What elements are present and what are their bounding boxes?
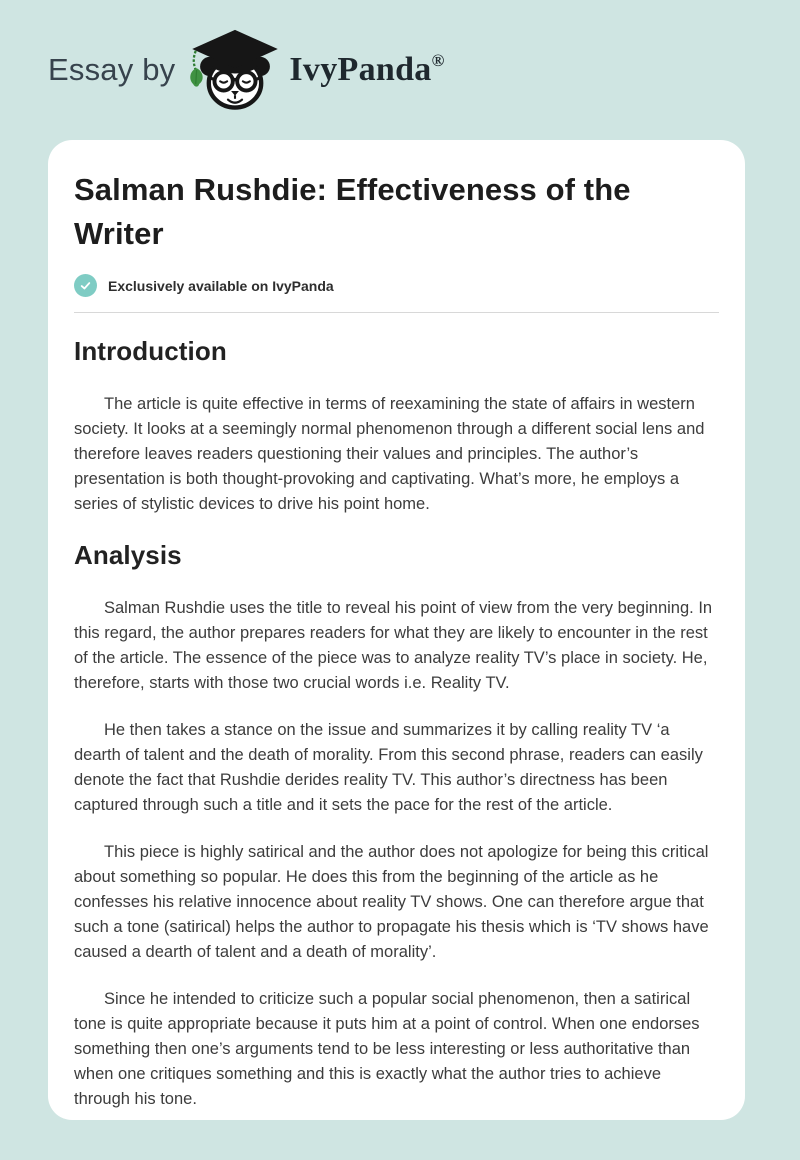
paragraph: He then takes a stance on the issue and summarizes it by calling reality TV ‘a dearth of talent and the death of morality. From this second phrase, readers can easily denote the fact that Rushdie derides reality TV. This author’s directness has been captured through such a title and it sets the pace for the rest of the article. [74,721,703,814]
paragraph: Since he intended to criticize such a popular social phenomenon, then a satirical tone is quite appropriate because it puts him at a point of control. When one endorses something then one’s arguments tend to be less interesting or less authoritative than when one critiques something and this is exactly what the author tries to achieve through his tone. [74,990,700,1108]
essay-card [48,140,745,1120]
essay-by-label: Essay by [48,52,176,87]
essay-title: Salman Rushdie: Effectiveness of the Writer [74,172,631,251]
brand-name: IvyPanda® [289,51,445,88]
divider [74,312,719,313]
section-heading-introduction: Introduction [74,336,227,366]
exclusive-badge-label: Exclusively available on IvyPanda [108,277,334,294]
paragraph: The article is quite effective in terms of reexamining the state of affairs in western society. It looks at a seemingly normal phenomenon through a different social lens and therefore leaves readers questioning their values and principles. The author’s presentation is both thought-provoking and captivating. What’s more, he employs a series of stylistic devices to drive his point home. [74,395,705,513]
section-heading-analysis: Analysis [74,540,182,570]
paragraph: Salman Rushdie uses the title to reveal his point of view from the very beginning. In this regard, the author prepares readers for what they are likely to encounter in the rest of the article. The essence of the piece was to analyze reality TV’s place in society. He, therefore, starts with those two crucial words i.e. Reality TV. [74,599,713,692]
section-analysis [74,539,719,1112]
page-header [0,0,800,114]
exclusive-badge [74,274,719,297]
registered-mark: ® [431,51,445,70]
ivypanda-panda-logo-icon [187,26,283,114]
section-introduction [74,335,719,517]
paragraph: This piece is highly satirical and the author does not apologize for being this critical about something so popular. He does this from the beginning of the article as he confesses his relative innocence about reality TV shows. One can therefore argue that such a tone (satirical) helps the author to propagate his thesis which is ‘TV shows have caused a dearth of talent and a death of morality’. [74,843,709,961]
check-icon [74,274,97,297]
